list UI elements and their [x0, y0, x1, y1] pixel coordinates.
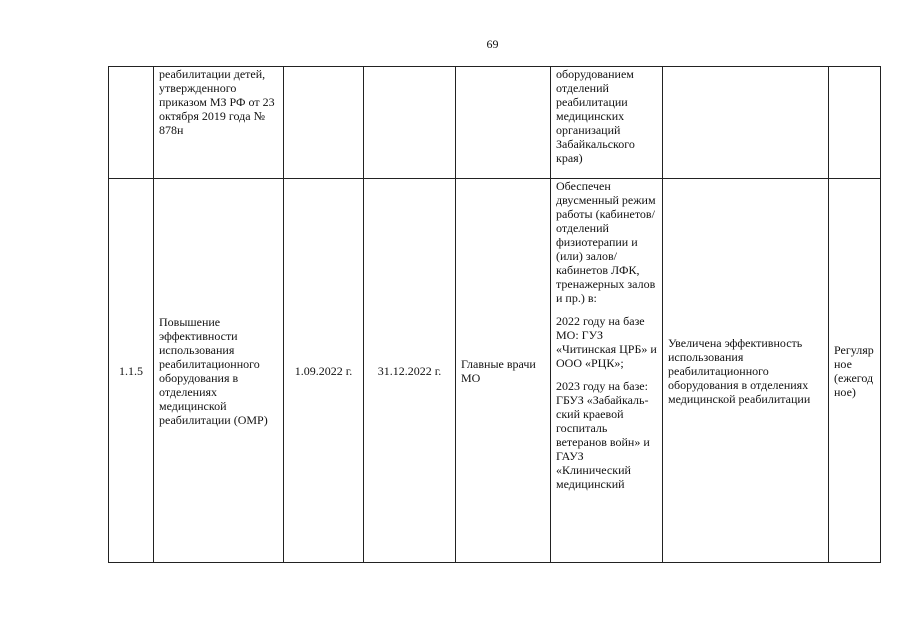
- cell-end-date: 31.12.2022 г.: [364, 179, 456, 563]
- result-paragraph: Обеспечен двусменный режим работы (кабинетов/ отделений физиотерапии и (или) залов/ кабинетов ЛФК, тренажерных залов и пр.) в:: [556, 179, 656, 305]
- cell-responsible: [456, 67, 551, 179]
- cell-event: реабилитации детей, утвержденного приказом МЗ РФ от 23 октября 2019 года № 878н: [154, 67, 284, 179]
- cell-indicator: Увеличена эффективность использования реабилитационного оборудования в отделениях медицинской реабилитации: [663, 179, 829, 563]
- cell-start-date: [284, 67, 364, 179]
- page-number: 69: [486, 37, 499, 51]
- cell-indicator: [663, 67, 829, 179]
- cell-responsible: Главные врачи МО: [456, 179, 551, 563]
- cell-start-date: 1.09.2022 г.: [284, 179, 364, 563]
- table-row: [109, 67, 881, 179]
- cell-periodicity: [829, 67, 881, 179]
- cell-number: [109, 67, 154, 179]
- cell-result: оборудованием отделений реабилитации медицинских организаций Забайкальского края): [551, 67, 663, 179]
- cell-event: Повышение эффективности использования реабилитационного оборудования в отделениях медицинской реабилитации (ОМР): [154, 179, 284, 563]
- cell-periodicity: Регулярное (ежегодное): [829, 179, 881, 563]
- table-row: [109, 179, 881, 563]
- cell-result: [551, 179, 663, 563]
- result-paragraph: 2023 году на базе: ГБУЗ «Забайкаль-ский краевой госпиталь ветеранов войн» и ГАУЗ «Клинический медицинский: [556, 379, 650, 491]
- plan-table: [108, 66, 881, 563]
- cell-end-date: [364, 67, 456, 179]
- cell-number: 1.1.5: [109, 179, 154, 563]
- result-paragraph: 2022 году на базе МО: ГУЗ «Читинская ЦРБ» и ООО «РЦК»;: [556, 314, 657, 370]
